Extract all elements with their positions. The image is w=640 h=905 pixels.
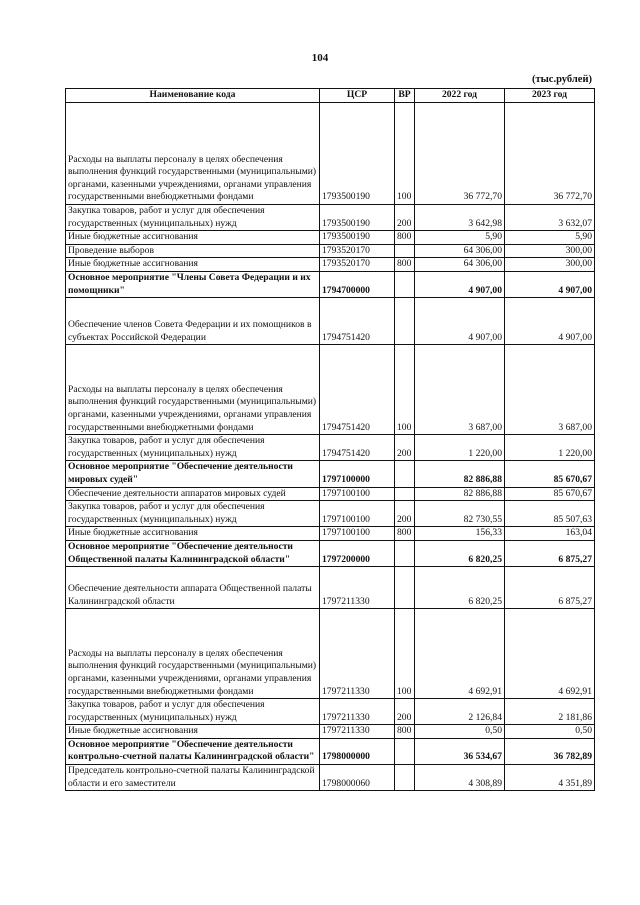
- row-name: Обеспечение деятельности аппарата Общественной палаты Калининградской области: [66, 567, 320, 609]
- row-2023: 3 632,07: [505, 205, 595, 231]
- table-row: [66, 725, 595, 739]
- row-2023: 4 692,91: [505, 609, 595, 699]
- header-2023: 2023 год: [505, 89, 595, 103]
- row-2023: 5,90: [505, 231, 595, 245]
- row-vr: 100: [395, 609, 415, 699]
- row-vr: 100: [395, 345, 415, 435]
- row-2022: 1 220,00: [415, 435, 505, 461]
- row-2022: 82 886,88: [415, 461, 505, 487]
- row-vr: [395, 540, 415, 566]
- table-row-section: [66, 271, 595, 297]
- row-2022: 64 306,00: [415, 244, 505, 258]
- row-name: Закупка товаров, работ и услуг для обеспечения государственных (муниципальных) нужд: [66, 699, 320, 725]
- row-2023: 1 220,00: [505, 435, 595, 461]
- row-2022: 0,50: [415, 725, 505, 739]
- row-csr: 1794751420: [320, 435, 395, 461]
- row-vr: 800: [395, 258, 415, 272]
- row-2023: 4 907,00: [505, 298, 595, 345]
- table-row: [66, 527, 595, 541]
- header-2022: 2022 год: [415, 89, 505, 103]
- row-vr: 200: [395, 501, 415, 527]
- row-csr: 1794700000: [320, 271, 395, 297]
- units-note: (тыс.рублей): [531, 74, 592, 85]
- row-2022: 4 907,00: [415, 298, 505, 345]
- table-row: [66, 103, 595, 205]
- row-csr: 1797211330: [320, 609, 395, 699]
- row-2022: 82 730,55: [415, 501, 505, 527]
- row-name: Основное мероприятие "Обеспечение деятельности Общественной палаты Калининградской области": [66, 540, 320, 566]
- row-csr: 1797211330: [320, 567, 395, 609]
- row-vr: [395, 461, 415, 487]
- table-row: [66, 567, 595, 609]
- row-csr: 1793500190: [320, 205, 395, 231]
- row-name: Основное мероприятие "Обеспечение деятельности контрольно-счетной палаты Калининградской области": [66, 738, 320, 764]
- row-vr: 800: [395, 725, 415, 739]
- row-2022: 5,90: [415, 231, 505, 245]
- row-2023: 300,00: [505, 258, 595, 272]
- row-csr: 1797100100: [320, 501, 395, 527]
- table-row: [66, 435, 595, 461]
- row-vr: [395, 271, 415, 297]
- row-name: Расходы на выплаты персоналу в целях обеспечения выполнения функций государственными (муниципальными) органами, казенными учреждениями, органами управления государственными внебюджетными фондами: [66, 609, 320, 699]
- row-2022: 4 692,91: [415, 609, 505, 699]
- row-2022: 156,33: [415, 527, 505, 541]
- table-row-section: [66, 540, 595, 566]
- row-2023: 4 351,89: [505, 765, 595, 791]
- row-name: Проведение выборов: [66, 244, 320, 258]
- row-2023: 85 670,67: [505, 461, 595, 487]
- row-vr: 800: [395, 527, 415, 541]
- row-name: Иные бюджетные ассигнования: [66, 725, 320, 739]
- row-name: Иные бюджетные ассигнования: [66, 258, 320, 272]
- row-csr: 1794751420: [320, 345, 395, 435]
- header-csr: ЦСР: [320, 89, 395, 103]
- table-row: [66, 231, 595, 245]
- row-name: Расходы на выплаты персоналу в целях обеспечения выполнения функций государственными (муниципальными) органами, казенными учреждениями, органами управления государственными внебюджетными фондами: [66, 345, 320, 435]
- row-csr: 1797100100: [320, 487, 395, 501]
- row-2023: 6 875,27: [505, 540, 595, 566]
- table-row: [66, 487, 595, 501]
- row-csr: 1798000000: [320, 738, 395, 764]
- row-name: Закупка товаров, работ и услуг для обеспечения государственных (муниципальных) нужд: [66, 435, 320, 461]
- row-vr: [395, 298, 415, 345]
- table-row-section: [66, 738, 595, 764]
- row-csr: 1797211330: [320, 725, 395, 739]
- row-name: Обеспечение членов Совета Федерации и их помощников в субъектах Российской Федерации: [66, 298, 320, 345]
- row-name: Основное мероприятие "Обеспечение деятельности мировых судей": [66, 461, 320, 487]
- row-2022: 3 687,00: [415, 345, 505, 435]
- row-2022: 6 820,25: [415, 540, 505, 566]
- row-name: Закупка товаров, работ и услуг для обеспечения государственных (муниципальных) нужд: [66, 501, 320, 527]
- row-name: Иные бюджетные ассигнования: [66, 231, 320, 245]
- row-name: Закупка товаров, работ и услуг для обеспечения государственных (муниципальных) нужд: [66, 205, 320, 231]
- row-vr: 800: [395, 231, 415, 245]
- row-name: Иные бюджетные ассигнования: [66, 527, 320, 541]
- header-name: Наименование кода: [66, 89, 320, 103]
- row-csr: 1794751420: [320, 298, 395, 345]
- row-csr: 1797100000: [320, 461, 395, 487]
- row-2023: 0,50: [505, 725, 595, 739]
- header-vr: ВР: [395, 89, 415, 103]
- row-vr: [395, 738, 415, 764]
- row-csr: 1798000060: [320, 765, 395, 791]
- row-2023: 163,04: [505, 527, 595, 541]
- row-name: Основное мероприятие "Члены Совета Федерации и их помощники": [66, 271, 320, 297]
- row-2023: 36 782,89: [505, 738, 595, 764]
- row-2022: 4 907,00: [415, 271, 505, 297]
- row-csr: 1797100100: [320, 527, 395, 541]
- row-vr: [395, 567, 415, 609]
- row-2022: 36 534,67: [415, 738, 505, 764]
- row-csr: 1797200000: [320, 540, 395, 566]
- row-vr: 200: [395, 435, 415, 461]
- table-row: [66, 205, 595, 231]
- table-row: [66, 609, 595, 699]
- page-number: 104: [311, 52, 329, 64]
- row-csr: 1793520170: [320, 244, 395, 258]
- table-row: [66, 345, 595, 435]
- row-2023: 6 875,27: [505, 567, 595, 609]
- row-name: Председатель контрольно-счетной палаты Калининградской области и его заместители: [66, 765, 320, 791]
- table-row: [66, 765, 595, 791]
- row-2023: 300,00: [505, 244, 595, 258]
- row-vr: [395, 244, 415, 258]
- table-row-section: [66, 461, 595, 487]
- row-2023: 2 181,86: [505, 699, 595, 725]
- row-2022: 6 820,25: [415, 567, 505, 609]
- row-csr: 1793500190: [320, 103, 395, 205]
- row-vr: 200: [395, 699, 415, 725]
- row-2022: 36 772,70: [415, 103, 505, 205]
- row-2023: 3 687,00: [505, 345, 595, 435]
- table-header-row: [66, 89, 595, 103]
- row-2022: 2 126,84: [415, 699, 505, 725]
- row-csr: 1797211330: [320, 699, 395, 725]
- row-name: Расходы на выплаты персоналу в целях обеспечения выполнения функций государственными (муниципальными) органами, казенными учреждениями, органами управления государственными внебюджетными фондами: [66, 103, 320, 205]
- row-name: Обеспечение деятельности аппаратов мировых судей: [66, 487, 320, 501]
- row-2022: 3 642,98: [415, 205, 505, 231]
- row-vr: 100: [395, 103, 415, 205]
- row-2022: 4 308,89: [415, 765, 505, 791]
- budget-table: [65, 88, 595, 791]
- row-csr: 1793520170: [320, 258, 395, 272]
- table-row: [66, 699, 595, 725]
- table-row: [66, 298, 595, 345]
- row-2023: 85 670,67: [505, 487, 595, 501]
- row-csr: 1793500190: [320, 231, 395, 245]
- row-2023: 36 772,70: [505, 103, 595, 205]
- row-vr: 200: [395, 205, 415, 231]
- row-2023: 4 907,00: [505, 271, 595, 297]
- row-vr: [395, 487, 415, 501]
- table-row: [66, 244, 595, 258]
- table-row: [66, 258, 595, 272]
- row-2023: 85 507,63: [505, 501, 595, 527]
- row-2022: 64 306,00: [415, 258, 505, 272]
- table-row: [66, 501, 595, 527]
- row-2022: 82 886,88: [415, 487, 505, 501]
- row-vr: [395, 765, 415, 791]
